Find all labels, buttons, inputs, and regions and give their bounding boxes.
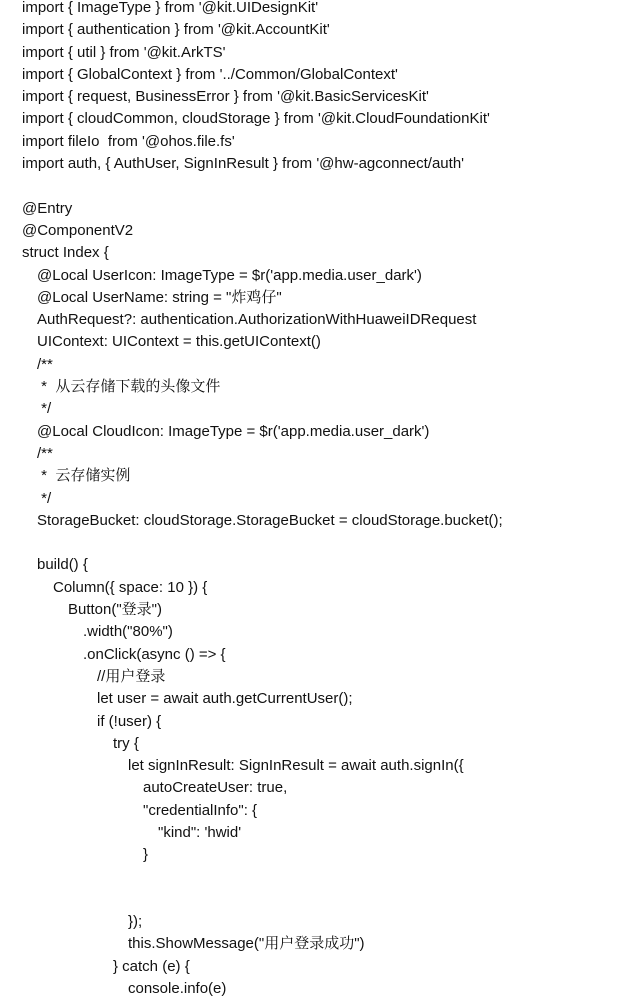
code-line: import fileIo from '@ohos.file.fs': [22, 132, 235, 150]
code-line: import { GlobalContext } from '../Common/GlobalContext': [22, 65, 398, 83]
code-line: UIContext: UIContext = this.getUIContext(): [37, 333, 321, 351]
code-line: @Entry: [22, 199, 73, 217]
code-line: });: [128, 913, 143, 931]
code-line: Button("登录"): [68, 601, 163, 619]
code-line: this.ShowMessage("用户登录成功"): [128, 935, 365, 953]
code-line: build() {: [37, 556, 88, 574]
code-line: */: [37, 489, 52, 507]
code-line: import { ImageType } from '@kit.UIDesignKit': [22, 0, 319, 16]
code-line: try {: [113, 734, 139, 752]
code-line: .width("80%"): [83, 623, 173, 641]
code-line: /**: [37, 444, 53, 462]
code-line: Column({ space: 10 }) {: [53, 578, 208, 596]
blank-line: [22, 889, 632, 911]
code-line: "kind": 'hwid': [158, 823, 242, 841]
code-line: struct Index {: [22, 244, 109, 262]
code-line: AuthRequest?: authentication.AuthorizationWithHuaweiIDRequest: [37, 311, 477, 329]
code-line: } catch (e) {: [113, 957, 190, 975]
code-line: autoCreateUser: true,: [143, 779, 288, 797]
code-line: .onClick(async () => {: [83, 645, 226, 663]
code-line: import { request, BusinessError } from '@kit.BasicServicesKit': [22, 88, 429, 106]
code-line: @Local CloudIcon: ImageType = $r('app.media.user_dark'): [37, 422, 430, 440]
blank-line: [22, 532, 632, 554]
code-line: }: [143, 846, 149, 864]
code-line: /**: [37, 355, 53, 373]
code-line: */: [37, 400, 52, 418]
code-listing: [22, 0, 632, 1000]
code-line: let signInResult: SignInResult = await auth.signIn({: [128, 757, 464, 775]
blank-line: [22, 175, 632, 197]
code-line: import { util } from '@kit.ArkTS': [22, 43, 226, 61]
code-line: * 从云存储下载的头像文件: [37, 378, 221, 396]
code-line: @Local UserName: string = "炸鸡仔": [37, 288, 282, 306]
code-line: import { authentication } from '@kit.AccountKit': [22, 21, 330, 39]
code-line: StorageBucket: cloudStorage.StorageBucket = cloudStorage.bucket();: [37, 511, 503, 529]
code-line: if (!user) {: [97, 712, 162, 730]
code-line: @ComponentV2: [22, 221, 134, 239]
code-line: "credentialInfo": {: [143, 801, 258, 819]
code-line: import { cloudCommon, cloudStorage } from '@kit.CloudFoundationKit': [22, 110, 490, 128]
code-line: console.info(e): [128, 980, 227, 998]
code-line: let user = await auth.getCurrentUser();: [97, 690, 353, 708]
code-line: import auth, { AuthUser, SignInResult } from '@hw-agconnect/auth': [22, 155, 465, 173]
code-line: @Local UserIcon: ImageType = $r('app.media.user_dark'): [37, 266, 422, 284]
code-line: //用户登录: [97, 667, 166, 685]
code-line: * 云存储实例: [37, 467, 131, 485]
blank-line: [22, 867, 632, 889]
